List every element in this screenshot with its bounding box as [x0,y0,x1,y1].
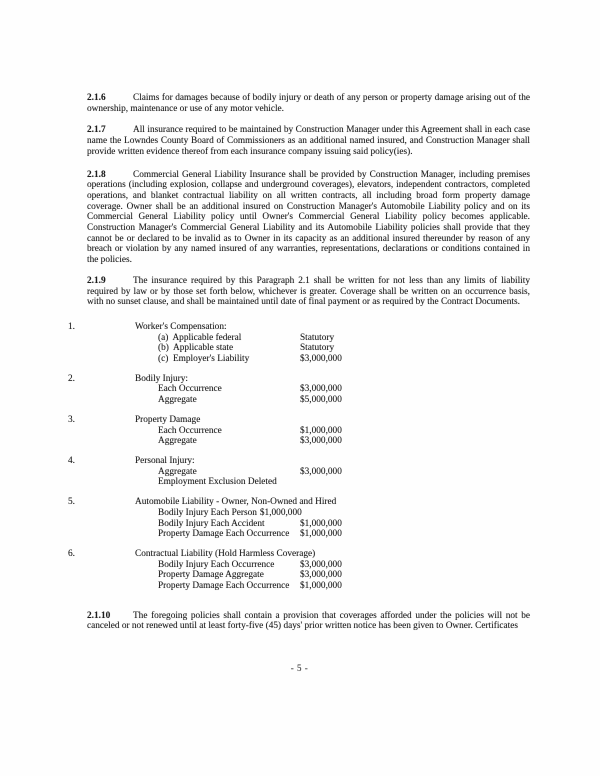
schedule-row [68,343,530,354]
coverage-label: Bodily Injury Each Person [158,507,257,518]
schedule-row [68,581,530,592]
coverage-value: $1,000,000 [300,529,342,540]
schedule-row [68,477,530,488]
schedule-item-automobile-liability [68,497,530,540]
schedule-item-contractual-liability [68,549,530,592]
schedule-row [68,529,530,540]
coverage-label: (b) Applicable state [158,343,234,354]
coverage-value: $3,000,000 [300,559,342,570]
schedule-row [68,560,530,571]
schedule-row [68,519,530,530]
schedule-row [68,395,530,406]
schedule-item-bodily-injury [68,374,530,406]
section-2-1-7 [87,125,530,157]
schedule-row [68,467,530,478]
schedule-row [68,384,530,395]
item-title: Property Damage [135,414,201,425]
schedule-item-personal-injury [68,456,530,488]
section-text: All insurance required to be maintained by Construction Manager under this Agreement shall in each case name the Lowndes County Board of Commissioners as an additional named insured, and Construction Manager shall provide written evidence thereof from each insurance company issuing said policy(ies). [87,125,530,157]
coverage-value: Statutory [300,332,335,343]
item-number: 5. [68,497,75,508]
coverage-value: $3,000,000 [300,354,342,365]
page-number: - 5 - [290,663,309,674]
section-2-1-10 [87,611,530,632]
item-title: Personal Injury: [135,455,195,466]
schedule-row [68,333,530,344]
item-title: Contractual Liability (Hold Harmless Coverage) [135,548,316,559]
coverage-label: Bodily Injury Each Accident [158,518,265,529]
coverage-value: $1,000,000 [300,425,342,436]
coverage-value: $3,000,000 [300,384,342,395]
schedule-row [68,570,530,581]
coverage-label: Employment Exclusion Deleted [158,477,277,488]
schedule-row [68,436,530,447]
item-number: 1. [68,321,75,332]
section-number: 2.1.9 [87,275,106,286]
coverage-label: Aggregate [158,466,197,477]
coverage-label: (a) Applicable federal [158,332,242,343]
item-number: 2. [68,373,75,384]
schedule-row [68,354,530,365]
coverage-label: Aggregate [158,395,197,406]
schedule-item-head [68,497,530,508]
coverage-label: Each Occurrence [158,425,222,436]
coverage-value: Statutory [300,343,335,354]
schedule-item-workers-compensation [68,322,530,365]
section-number: 2.1.7 [87,125,106,136]
schedule-item-head [68,456,530,467]
coverage-label: (c) Employer's Liability [158,354,250,365]
section-text: Commercial General Liability Insurance shall be provided by Construction Manager, including premises operations (including explosion, collapse and underground coverages), elevators, independent contractors, completed operations, and blanket contractual liability on all written contracts, all including broad form property damage coverage. Owner shall be an additional insured on Construction Manager's Automobile Liability policy and on its Commercial General Liability policy until Owner's Commercial General Liability policy becomes applicable. Construction Manager's Commercial General Liability and its Automobile Liability policies shall provide that they cannot be or declared to be invalid as to Owner in its capacity as an additional insured thereunder by reason of any breach or violation by any named insured of any warranties, representations, declarations or conditions contained in the policies. [87,169,530,266]
section-2-1-6 [87,93,530,114]
schedule-row [68,508,530,519]
schedule-item-property-damage [68,415,530,447]
item-number: 6. [68,548,75,559]
section-text: The insurance required by this Paragraph 2.1 shall be written for not less than any limits of liability required by law or by those set forth below, whichever is greater. Coverage shall be written on an occurrence basis, with no sunset clause, and shall be maintained until date of final payment or as required by the Contract Documents. [87,275,530,308]
item-title: Automobile Liability - Owner, Non-Owned and Hired [135,497,337,508]
coverage-label: Property Damage Each Occurrence [158,529,290,540]
coverage-value: $1,000,000 [300,581,342,592]
coverage-value: $1,000,000 [300,518,342,529]
item-number: 3. [68,414,75,425]
section-2-1-9 [87,276,530,308]
coverage-value: $3,000,000 [300,570,342,581]
item-title: Worker's Compensation: [135,321,227,332]
section-number: 2.1.10 [87,610,111,621]
coverage-value: $3,000,000 [300,436,342,447]
schedule-item-head [68,549,530,560]
coverage-label: Property Damage Aggregate [158,570,264,581]
section-2-1-8 [87,170,530,266]
section-text: Claims for damages because of bodily injury or death of any person or property damage arising out of the ownership, maintenance or use of any motor vehicle. [87,93,530,114]
coverage-value: $3,000,000 [300,466,342,477]
insurance-limits-schedule [68,322,530,592]
coverage-label: Property Damage Each Occurrence [158,581,290,592]
coverage-label: Bodily Injury Each Occurrence [158,559,275,570]
section-number: 2.1.6 [87,93,106,103]
coverage-label: Aggregate [158,436,197,447]
coverage-value: $5,000,000 [300,395,342,406]
schedule-item-head [68,322,530,333]
section-number: 2.1.8 [87,169,106,180]
coverage-label: Each Occurrence [158,384,222,395]
section-text: The foregoing policies shall contain a provision that coverages afforded under the policies will not be canceled or not renewed until at least forty-five (45) days' prior written notice has been given to Owner. Certificates [87,610,530,632]
schedule-item-head [68,374,530,385]
item-number: 4. [68,455,75,466]
coverage-value: $1,000,000 [259,507,302,518]
schedule-row [68,426,530,437]
item-title: Bodily Injury: [135,373,188,384]
schedule-item-head [68,415,530,426]
